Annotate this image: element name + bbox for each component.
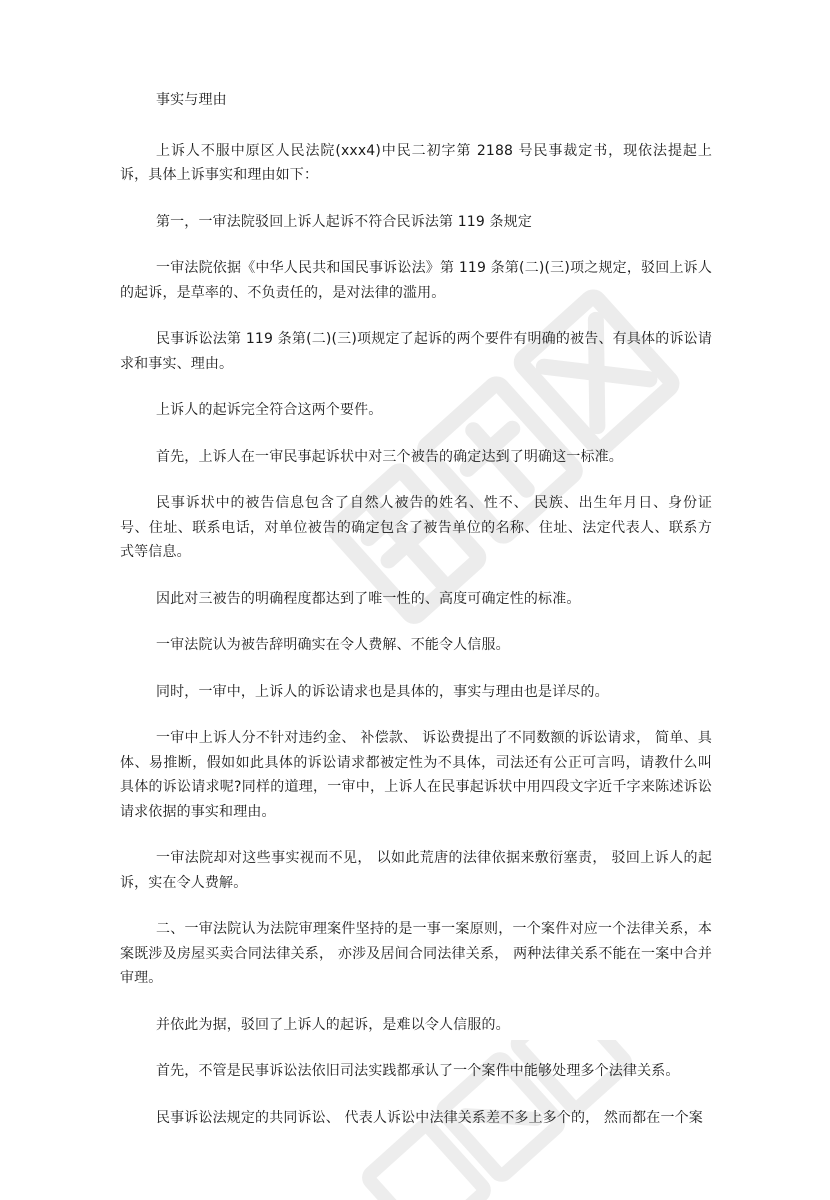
paragraph-6: 首先，上诉人在一审民事起诉状中对三个被告的确定达到了明确这一标准。	[156, 448, 623, 465]
document-body	[120, 88, 712, 1130]
paragraph-8: 因此对三被告的明确程度都达到了唯一性的、高度可确定性的标准。	[156, 590, 581, 607]
paragraph-15: 首先，不管是民事诉讼法依旧司法实践都承认了一个案件中能够处理多个法律关系。	[156, 1063, 680, 1079]
paragraph-2: 第一，一审法院驳回上诉人起诉不符合民诉法第 119 条规定	[156, 213, 532, 230]
paragraph-16: 民事诉讼法规定的共同诉讼、 代表人诉讼中法律关系差不多上多个的， 然而都在一个案	[156, 1109, 703, 1126]
paragraph-13: 二、一审法院认为法院审理案件坚持的是一事一案原则，一个案件对应一个法律关系，本案既涉及房屋买卖合同法律关系， 亦涉及居间合同法律关系， 两种法律关系不能在一案中合并审理。	[120, 921, 712, 986]
section-heading: 事实与理由	[156, 92, 227, 108]
paragraph-11: 一审中上诉人分不针对违约金、 补偿款、 诉讼费提出了不同数额的诉讼请求， 简单、具体、易推断，假如如此具体的诉讼请求都被定性为不具体，司法还有公正可言吗，请教什么叫具体的诉讼请求呢?同样的道理，一审中，上诉人在民事起诉状中用四段文字近千字来陈述诉讼请求依据的事实和理由。	[120, 730, 712, 820]
paragraph-7: 民事诉状中的被告信息包含了自然人被告的姓名、性不、 民族、出生年月日、身份证号、住址、联系电话，对单位被告的确定包含了被告单位的名称、住址、法定代表人、联系方式等信息。	[120, 495, 712, 560]
paragraph-3: 一审法院依据《中华人民共和国民事诉讼法》第 119 条第(二)(三)项之规定，驳回上诉人的起诉，是草率的、不负责任的，是对法律的滥用。	[120, 260, 712, 301]
paragraph-10: 同时，一审中，上诉人的诉讼请求也是具体的，事实与理由也是详尽的。	[156, 683, 609, 700]
paragraph-4: 民事诉讼法第 119 条第(二)(三)项规定了起诉的两个要件有明确的被告、有具体的诉讼请求和事实、理由。	[120, 331, 712, 372]
paragraph-1: 上诉人不服中原区人民法院(xxx4)中民二初字第 2188 号民事裁定书，现依法提起上诉，具体上诉事实和理由如下：	[120, 142, 712, 183]
paragraph-14: 并依此为据，驳回了上诉人的起诉，是难以令人信服的。	[156, 1016, 510, 1033]
paragraph-9: 一审法院认为被告辞明确实在令人费解、不能令人信服。	[156, 637, 510, 653]
paragraph-5: 上诉人的起诉完全符合这两个要件。	[156, 402, 383, 418]
paragraph-12: 一审法院却对这些事实视而不见， 以如此荒唐的法律依据来敷衍塞责， 驳回上诉人的起诉，实在令人费解。	[120, 850, 712, 891]
